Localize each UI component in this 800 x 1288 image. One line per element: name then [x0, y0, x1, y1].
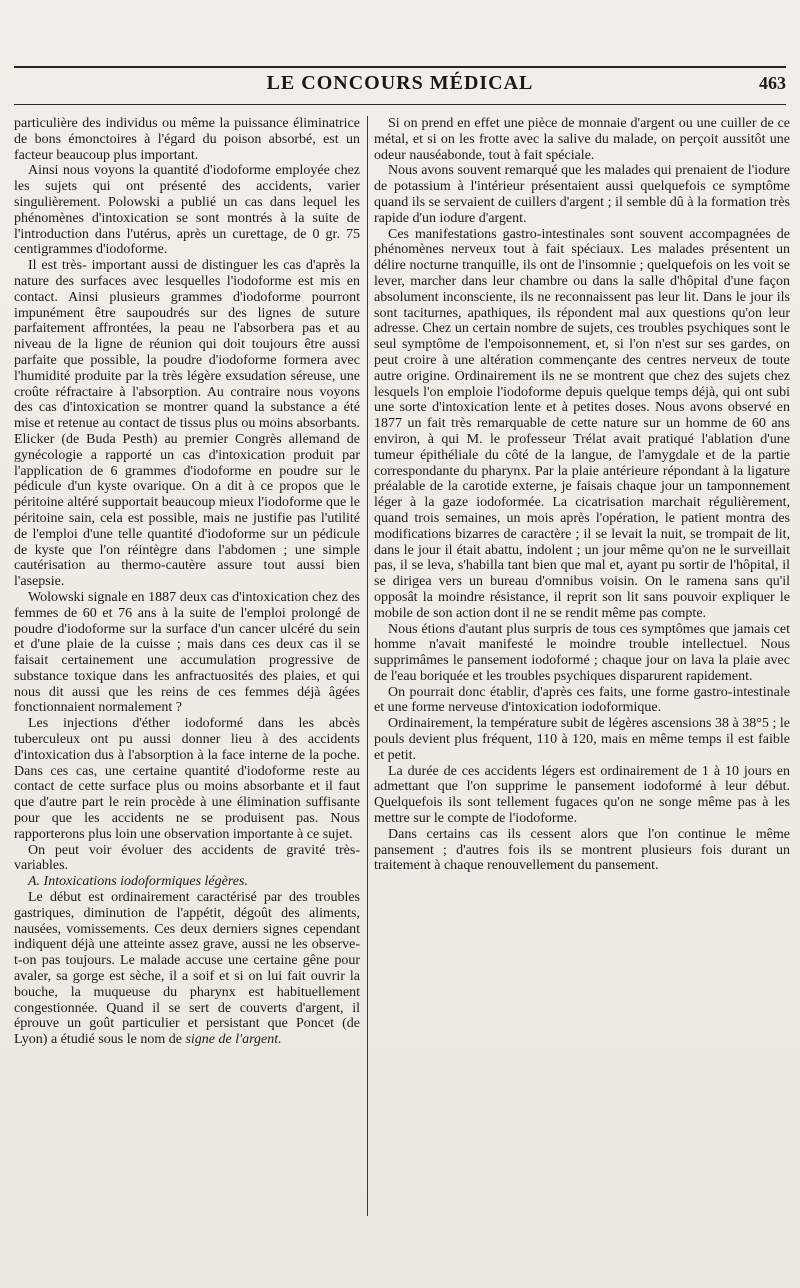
paragraph: Nous avons souvent remarqué que les malades qui prenaient de l'iodure de potassium à l'intérieur présentaient aussi quelquefois ce symptôme quand ils se servaient de cuillers d'argent ; il semble dû à la formation très rapide d'un iodure d'argent. [374, 163, 790, 226]
paragraph: Ces manifestations gastro-intestinales sont souvent accompagnées de phénomènes nerveux tout à fait spéciaux. Les malades présentent un délire nocturne tranquille, ils ont de l'insomnie ; quelquefois on les voit se lever, marcher dans leur chambre ou dans la salle d'hôpital d'une façon absolument inconsciente, ils ne reconnaissent pas leur lit. Dans le jour ils sont taciturnes, apathiques, ils répondent mal aux questions qu'on leur adresse. Chez un certain nombre de sujets, ces troubles psychiques sont le seul symptôme de l'empoisonnement, et, si l'on n'est sur ses gardes, on peut croire à une altération commençante des centres nerveux de toute autre origine. Ordinairement ils ne se montrent que chez des sujets chez lesquels l'on emploie l'iodoforme depuis quelque temps déjà, qui ont subi une sorte d'intoxication lente et à petites doses. Nous avons observé en 1877 un fait très remarquable de cette nature sur un homme de 60 ans environ, à qui M. le professeur Trélat avait pratiqué l'ablation d'une tumeur épithéliale du côté de la langue, de l'amygdale et de la partie correspondante du pharynx. Par la plaie antérieure répondant à la ligature préalable de la carotide externe, je faisais chaque jour un tamponnement léger à la gaze iodoformée. La cicatrisation marchait régulièrement, quand trois semaines, un mois après l'opération, le patient montra des modifications bizarres de caractère ; il se levait la nuit, se trompait de lit, dans le jour il était abattu, indolent ; un jour même qu'on ne le surveillait pas, il se leva, s'habilla tant bien que mal et, ayant pu sortir de l'hôpital, il se dirigea vers un bureau d'omnibus voisin. On le ramena sans qu'il opposât la moindre résistance, il reprit son lit sans pouvoir expliquer le mobile de son action dont il ne se rendit même pas compte. [374, 226, 790, 621]
paragraph: On pourrait donc établir, d'après ces faits, une forme gastro-intestinale et une forme nerveuse d'intoxication iodoformique. [374, 684, 790, 716]
paragraph [14, 890, 360, 1048]
top-rule [14, 66, 786, 68]
paragraph: Si on prend en effet une pièce de monnaie d'argent ou une cuiller de ce métal, et si on les frotte avec la salive du malade, on perçoit aussitôt une odeur nauséabonde, tout à fait spéciale. [374, 116, 790, 163]
paragraph: La durée de ces accidents légers est ordinairement de 1 à 10 jours en admettant que l'on supprime le pansement iodoformé à leur début. Quelquefois ils sont tellement fugaces qu'on ne songe même pas à les mettre sur le compte de l'iodoforme. [374, 763, 790, 827]
paragraph: On peut voir évoluer des accidents de gravité très-variables. [14, 842, 360, 874]
paragraph: Ainsi nous voyons la quantité d'iodoforme employée chez les sujets qui ont présenté des accidents, varier singulièrement. Polowski a publié un cas dans lequel les phénomènes d'intoxication se sont montrés à la suite de l'introduction dans l'utérus, après un curettage, de 0 gr. 75 centigrammes d'iodoforme. [14, 163, 360, 258]
right-column [374, 116, 790, 1216]
header-rule [14, 104, 786, 105]
section-subtitle: A. Intoxications iodoformiques légères. [28, 874, 248, 890]
left-column [14, 116, 360, 1216]
paragraph: Ordinairement, la température subit de légères ascensions 38 à 38°5 ; le pouls devient plus fréquent, 110 à 120, mais en même temps il est faible et petit. [374, 716, 790, 763]
paragraph: Dans certains cas ils cessent alors que l'on continue le même pansement ; d'autres fois ils se montrent plusieurs fois durant un traitement à chaque renouvellement du pansement. [374, 826, 790, 874]
column-divider [367, 116, 368, 1216]
page-header [14, 70, 786, 98]
paragraph: particulière des individus ou même la puissance éliminatrice de bons émonctoires à l'égard du poison absorbé, est un facteur beaucoup plus important. [14, 116, 360, 163]
paragraph: Wolowski signale en 1887 deux cas d'intoxication chez des femmes de 60 et 76 ans à la suite de l'emploi prolongé de poudre d'iodoforme sur la surface d'un cancer ulcéré du sein et d'une plaie de la cuisse ; mais dans ces deux cas il se faisait certainement une accumulation progressive de substance toxique dans les anfractuosités des plaies, et qui nous dit aussi que les reins de ces femmes déjà âgées fonctionnaient normalement ? [14, 589, 360, 716]
paragraph: Les injections d'éther iodoformé dans les abcès tuberculeux ont pu aussi donner lieu à des accidents d'intoxication dus à l'absorption à la face interne de la poche. Dans ces cas, une certaine quantité d'iodoforme reste au contact de cette surface plus ou moins absorbante et il faut que d'autre part le rein procède à une élimination suffisante pour que les accidents ne se produisent pas. Nous rapporterons plus loin une observation importante à ce sujet. [14, 716, 360, 842]
paragraph: Il est très- important aussi de distinguer les cas d'après la nature des surfaces avec lesquelles l'iodoforme est mis en contact. Ainsi plusieurs grammes d'iodoforme pourront impunément être saupoudrés sur des lignes de suture parfaitement affrontées, la peau ne l'absorbera pas et au niveau de la ligne de réunion qui doit toujours être aussi parfaite que possible, la poudre d'iodoforme formera avec l'humidité produite par la très légère exsudation séreuse, une croûte réfractaire à l'absorption. Au contraire nous voyons des cas d'intoxication se montrer quand la substance a été mise et retenue au contact de tissus plus ou moins absorbants. Elicker (de Buda Pesth) au premier Congrès allemand de gynécologie a rapporté un cas d'intoxication produit par l'application de 6 grammes d'iodoforme en poudre sur le pédicule d'un kyste ovarique. On a dit à ce propos que le péritoine altéré supportait beaucoup mieux l'iodoforme que le péritoine sain, cela est possible, mais ne justifie pas l'utilité de l'emploi d'une telle quantité d'iodoforme sur un pédicule de kyste que l'on réintègre dans l'abdomen ; une simple cautérisation au thermo-cautère assure tout aussi bien l'asepsie. [14, 258, 360, 590]
journal-title: LE CONCOURS MÉDICAL [266, 72, 534, 94]
paragraph: Nous étions d'autant plus surpris de tous ces symptômes que jamais cet homme n'avait manifesté le moindre trouble intellectuel. Nous supprimâmes le pansement iodoformé ; chaque jour on lava la plaie avec de l'eau boriquée et les troubles psychiques disparurent rapidement. [374, 621, 790, 684]
page-number: 463 [759, 73, 786, 93]
paragraph-text: Le début est ordinairement caractérisé par des troubles gastriques, diminution de l'appétit, dégoût des aliments, nausées, vomissements. Ces deux derniers signes cependant indiquent déjà une atteinte assez grave, aussi ne les observe-t-on pas toujours. Le malade accuse une certaine gêne pour avaler, sa gorge est sèche, il a soif et si on lui fait ouvrir la bouche, la muqueuse du pharynx est habituellement congestionnée. Quand il se sert de couverts d'argent, il éprouve un goût particulier et persistant que Poncet (de Lyon) a étudié sous le nom de [14, 890, 360, 1048]
emphasis-text: signe de l'argent. [185, 1032, 282, 1048]
